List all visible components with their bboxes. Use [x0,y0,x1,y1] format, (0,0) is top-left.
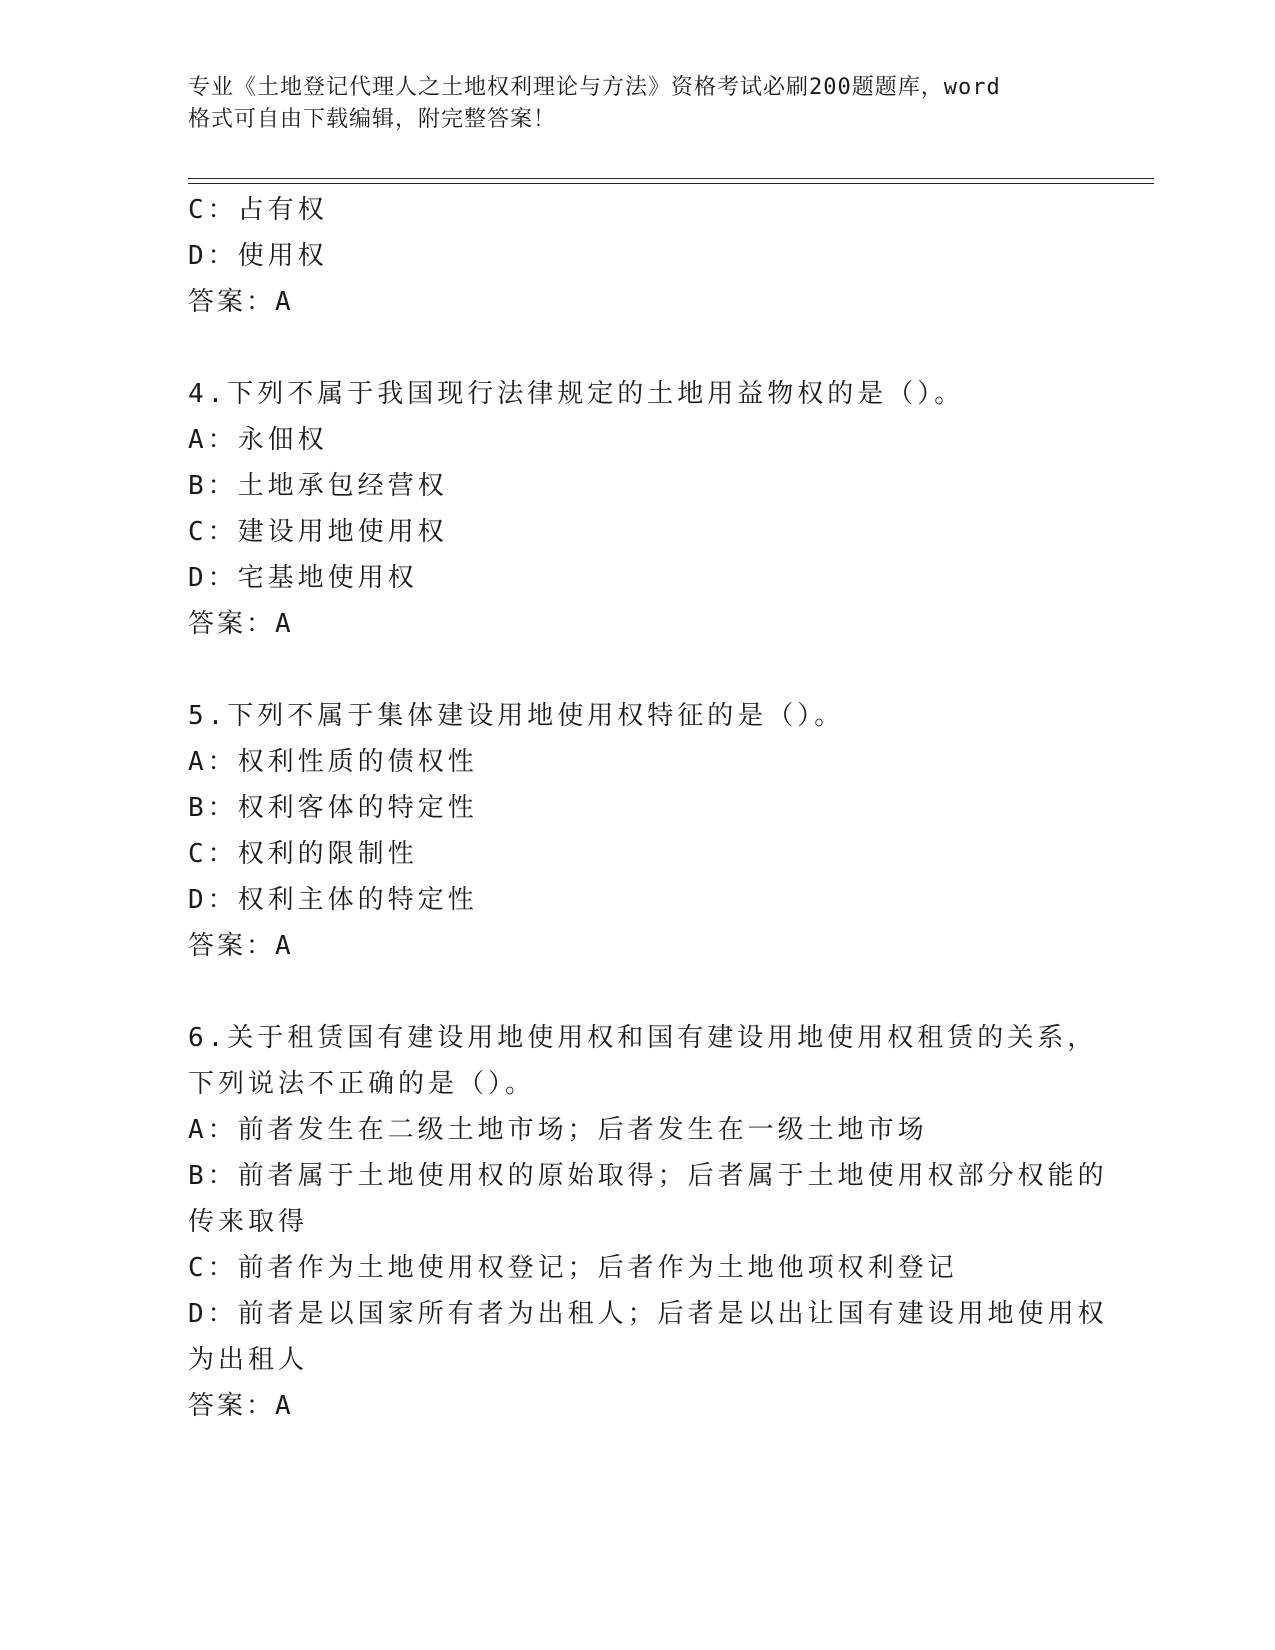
option-b: B：权利客体的特定性 [188,793,478,823]
option-b-continued: 传来取得 [188,1207,309,1237]
header-title-line-2: 格式可自由下载编辑，附完整答案！ [188,107,557,132]
option-d: D：权利主体的特定性 [188,885,478,915]
option-d: D：宅基地使用权 [188,563,418,593]
answer-line: 答案：A [188,1391,294,1421]
answer-line: 答案：A [188,287,294,317]
option-a: A：前者发生在二级土地市场；后者发生在一级土地市场 [188,1115,928,1145]
option-a: A：权利性质的债权性 [188,747,478,777]
answer-line: 答案：A [188,609,294,639]
document-body [188,187,1108,1429]
spacer [188,325,1088,371]
option-d-continued: 为出租人 [188,1345,309,1375]
option-c: C：前者作为土地使用权登记；后者作为土地他项权利登记 [188,1253,958,1283]
question-block-4 [188,371,1088,647]
question-text: 4.下列不属于我国现行法律规定的土地用益物权的是（）。 [188,379,965,409]
answer-line: 答案：A [188,931,294,961]
question-block-6 [188,1015,1108,1429]
spacer [188,647,1088,693]
option-c: C：占有权 [188,195,328,225]
question-text-line-1: 6.关于租赁国有建设用地使用权和国有建设用地使用权租赁的关系， [188,1023,1098,1053]
question-block-5 [188,693,1088,969]
option-c: C：建设用地使用权 [188,517,448,547]
option-c: C：权利的限制性 [188,839,418,869]
header-title-line-1: 专业《土地登记代理人之土地权利理论与方法》资格考试必刷200题题库，word [188,75,1001,100]
question-block-3-partial [188,187,1088,325]
question-text-line-2: 下列说法不正确的是（）。 [188,1069,536,1099]
document-header [188,72,1088,136]
option-d: D：前者是以国家所有者为出租人；后者是以出让国有建设用地使用权 [188,1299,1108,1329]
spacer [188,969,1088,1015]
option-b: B：土地承包经营权 [188,471,448,501]
option-a: A：永佃权 [188,425,328,455]
question-text: 5.下列不属于集体建设用地使用权特征的是（）。 [188,701,845,731]
header-divider [188,178,1154,184]
option-d: D：使用权 [188,241,328,271]
option-b: B：前者属于土地使用权的原始取得；后者属于土地使用权部分权能的 [188,1161,1108,1191]
